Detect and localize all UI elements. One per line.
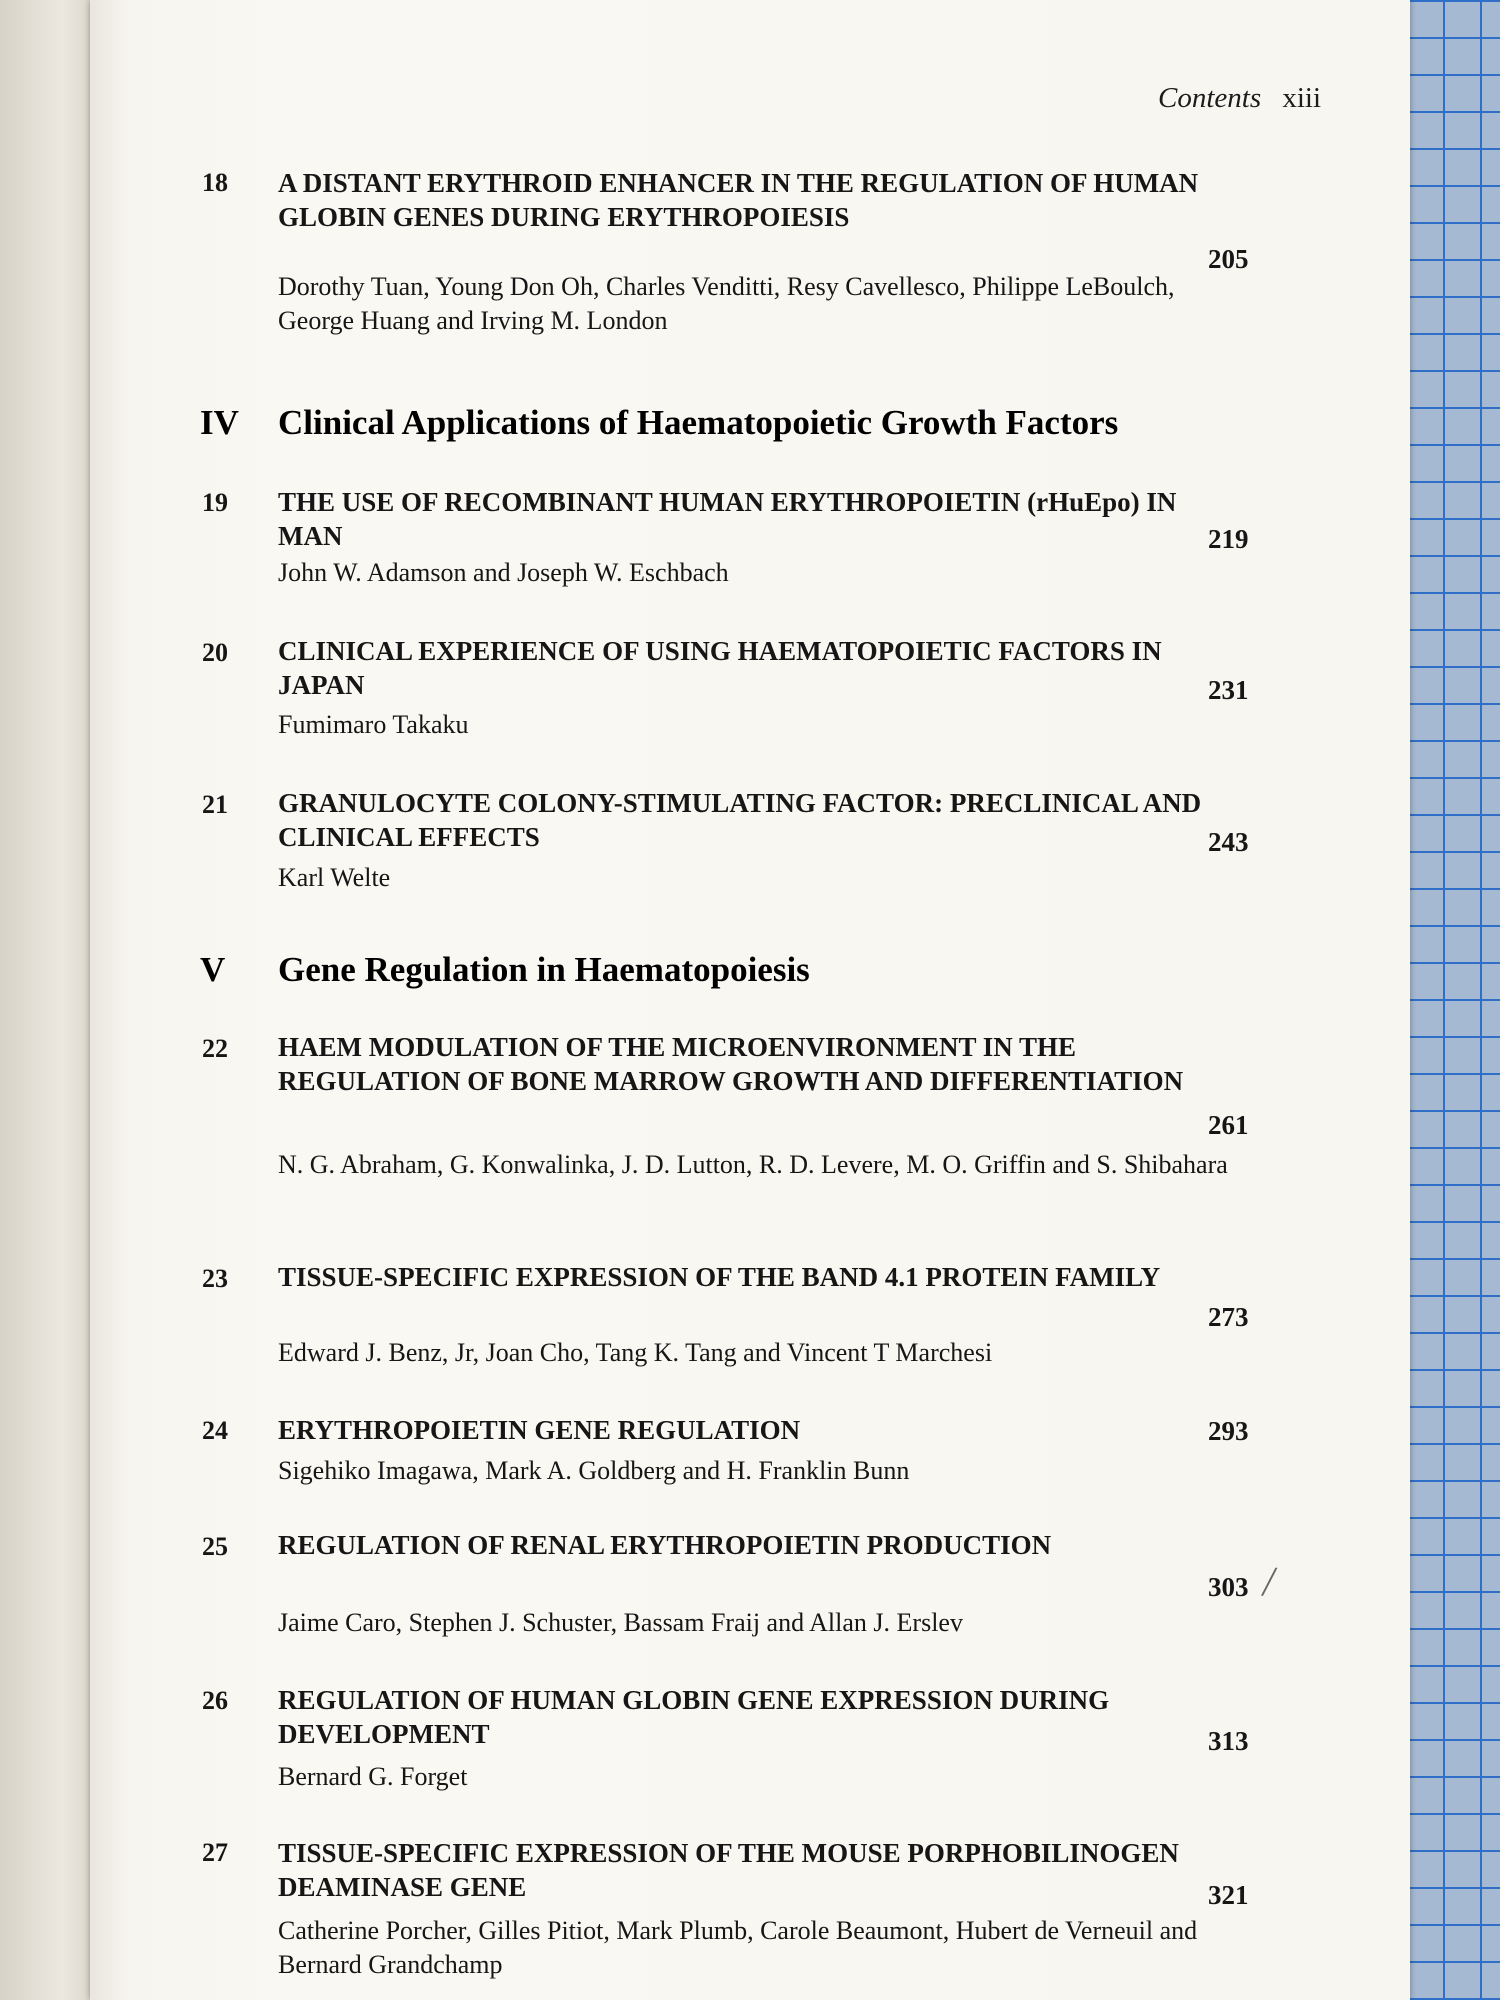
chapter-authors: N. G. Abraham, G. Konwalinka, J. D. Lutton, R. D. Levere, M. O. Griffin and S. Shibahara: [278, 1150, 1228, 1179]
chapter-authors: Sigehiko Imagawa, Mark A. Goldberg and H. Franklin Bunn: [278, 1456, 910, 1485]
chapter-authors: Edward J. Benz, Jr, Joan Cho, Tang K. Tang and Vincent T Marchesi: [278, 1338, 993, 1367]
chapter-page: 205: [1208, 244, 1249, 274]
chapter-authors: John W. Adamson and Joseph W. Eschbach: [278, 558, 729, 587]
chapter-number: 23: [202, 1264, 228, 1293]
running-head: [1158, 82, 1321, 115]
chapter-page: 261: [1208, 1110, 1249, 1140]
chapter-authors: Catherine Porcher, Gilles Pitiot, Mark Plumb, Carole Beaumont, Hubert de Verneuil and Bernard Grandchamp: [278, 1916, 1198, 1979]
chapter-number: 21: [202, 790, 228, 819]
chapter-page: 293: [1208, 1416, 1249, 1446]
part-title: Gene Regulation in Haematopoiesis: [278, 950, 810, 989]
chapter-title: HAEM MODULATION OF THE MICROENVIRONMENT IN THE REGULATION OF BONE MARROW GROWTH AND DIFFERENTIATION: [278, 1032, 1184, 1096]
chapter-title: REGULATION OF RENAL ERYTHROPOIETIN PRODUCTION: [278, 1530, 1052, 1560]
chapter-number: 20: [202, 638, 228, 667]
book-gutter: [0, 0, 90, 2000]
chapter-title: GRANULOCYTE COLONY-STIMULATING FACTOR: PRECLINICAL AND CLINICAL EFFECTS: [278, 788, 1202, 852]
chapter-title: TISSUE-SPECIFIC EXPRESSION OF THE MOUSE PORPHOBILINOGEN DEAMINASE GENE: [278, 1838, 1179, 1902]
chapter-title: CLINICAL EXPERIENCE OF USING HAEMATOPOIETIC FACTORS IN JAPAN: [278, 636, 1162, 700]
chapter-number: 26: [202, 1686, 228, 1715]
chapter-authors: Jaime Caro, Stephen J. Schuster, Bassam Fraij and Allan J. Erslev: [278, 1608, 963, 1637]
chapter-page: 273: [1208, 1302, 1249, 1332]
part-title: Clinical Applications of Haematopoietic Growth Factors: [278, 403, 1119, 442]
chapter-number: 25: [202, 1532, 228, 1561]
chapter-authors: Fumimaro Takaku: [278, 710, 469, 739]
chapter-authors: Bernard G. Forget: [278, 1762, 468, 1791]
chapter-title: TISSUE-SPECIFIC EXPRESSION OF THE BAND 4.1 PROTEIN FAMILY: [278, 1262, 1161, 1292]
part-number: V: [200, 950, 226, 989]
chapter-number: 19: [202, 488, 228, 517]
chapter-number: 22: [202, 1034, 228, 1063]
chapter-title: THE USE OF RECOMBINANT HUMAN ERYTHROPOIETIN (rHuEpo) IN MAN: [278, 487, 1177, 551]
chapter-page: 219: [1208, 524, 1249, 554]
chapter-page: 313: [1208, 1726, 1249, 1756]
running-head-page: xiii: [1282, 82, 1322, 114]
chapter-authors: Karl Welte: [278, 863, 391, 892]
chapter-number: 24: [202, 1416, 228, 1445]
running-head-section: Contents: [1158, 82, 1262, 114]
part-number: IV: [200, 403, 239, 442]
chapter-title: A DISTANT ERYTHROID ENHANCER IN THE REGULATION OF HUMAN GLOBIN GENES DURING ERYTHROPOIESIS: [278, 168, 1199, 232]
chapter-number: 27: [202, 1838, 228, 1867]
chapter-page: 303: [1208, 1572, 1249, 1602]
chapter-title: REGULATION OF HUMAN GLOBIN GENE EXPRESSION DURING DEVELOPMENT: [278, 1685, 1110, 1749]
book-page: [90, 0, 1410, 2000]
pencil-check-mark-icon: ╱: [1262, 1570, 1277, 1596]
chapter-page: 231: [1208, 675, 1249, 705]
chapter-authors: Dorothy Tuan, Young Don Oh, Charles Venditti, Resy Cavellesco, Philippe LeBoulch, George Huang and Irving M. London: [278, 272, 1175, 335]
chapter-title: ERYTHROPOIETIN GENE REGULATION: [278, 1415, 801, 1445]
chapter-number: 18: [202, 168, 228, 197]
chapter-page: 321: [1208, 1880, 1249, 1910]
chapter-page: 243: [1208, 827, 1249, 857]
